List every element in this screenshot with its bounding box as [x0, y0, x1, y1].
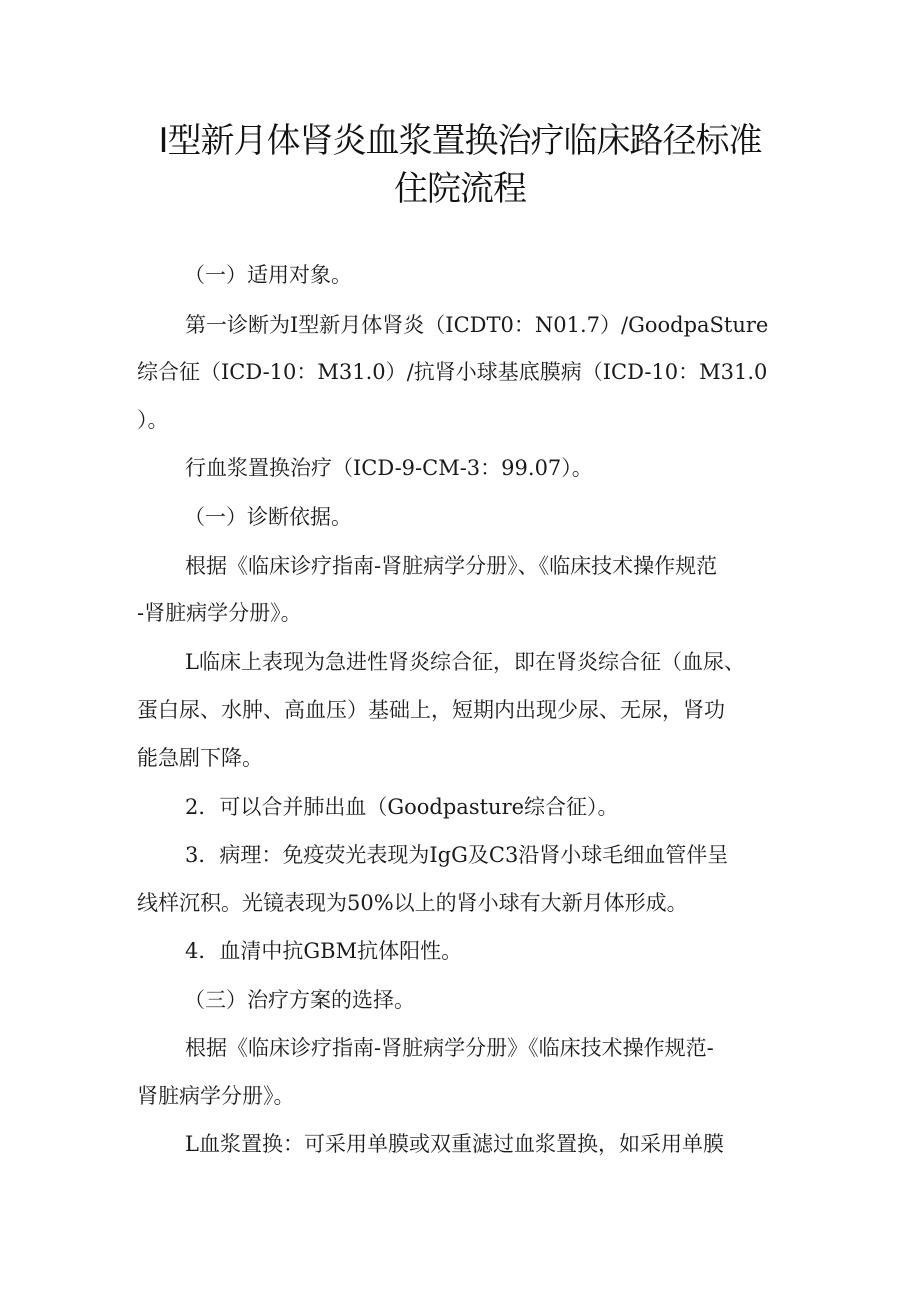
paragraph-line: L临床上表现为急进性肾炎综合征，即在肾炎综合征（血尿、 — [185, 650, 745, 674]
paragraph-line: L血浆置换：可采用单膜或双重滤过血浆置换，如采用单膜 — [185, 1132, 724, 1156]
list-item: 3．病理：免疫荧光表现为IgG及C3沿肾小球毛细血管伴呈 — [185, 843, 729, 867]
document-title-line-2: 住院流程 — [394, 169, 526, 209]
paragraph-line: -肾脏病学分册》。 — [137, 601, 302, 625]
section-heading-treatment-options: （三）治疗方案的选择。 — [184, 988, 415, 1012]
paragraph-line: 行血浆置换治疗（ICD-9-CM-3：99.07）。 — [185, 456, 593, 480]
paragraph-line: 综合征（ICD-10：M31.0）/抗肾小球基底膜病（ICD-10：M31.0 — [137, 360, 768, 384]
paragraph-line: 能急剧下降。 — [137, 746, 263, 770]
paragraph-line: 线样沉积。光镜表现为50%以上的肾小球有大新月体形成。 — [137, 891, 688, 915]
paragraph-line: 根据《临床诊疗指南-肾脏病学分册》《临床技术操作规范- — [185, 1036, 714, 1060]
section-heading-applicable-objects: （一）适用对象。 — [184, 263, 352, 287]
list-item: 2．可以合并肺出血（Goodpasture综合征）。 — [185, 795, 619, 819]
paragraph-line: 蛋白尿、水肿、高血压）基础上，短期内出现少尿、无尿，肾功 — [137, 698, 725, 722]
paragraph-line: 第一诊断为I型新月体肾炎（ICDT0：N01.7）/GoodpaSture — [185, 313, 769, 337]
section-heading-diagnosis-basis: （一）诊断依据。 — [184, 505, 352, 529]
paragraph-line: 肾脏病学分册》。 — [137, 1084, 295, 1108]
list-item: 4．血清中抗GBM抗体阳性。 — [185, 939, 463, 963]
paragraph-line: ）。 — [137, 408, 169, 432]
paragraph-line: 根据《临床诊疗指南-肾脏病学分册》、《临床技术操作规范 — [185, 554, 718, 578]
document-title-line-1: I型新月体肾炎血浆置换治疗临床路径标准 — [158, 121, 762, 161]
